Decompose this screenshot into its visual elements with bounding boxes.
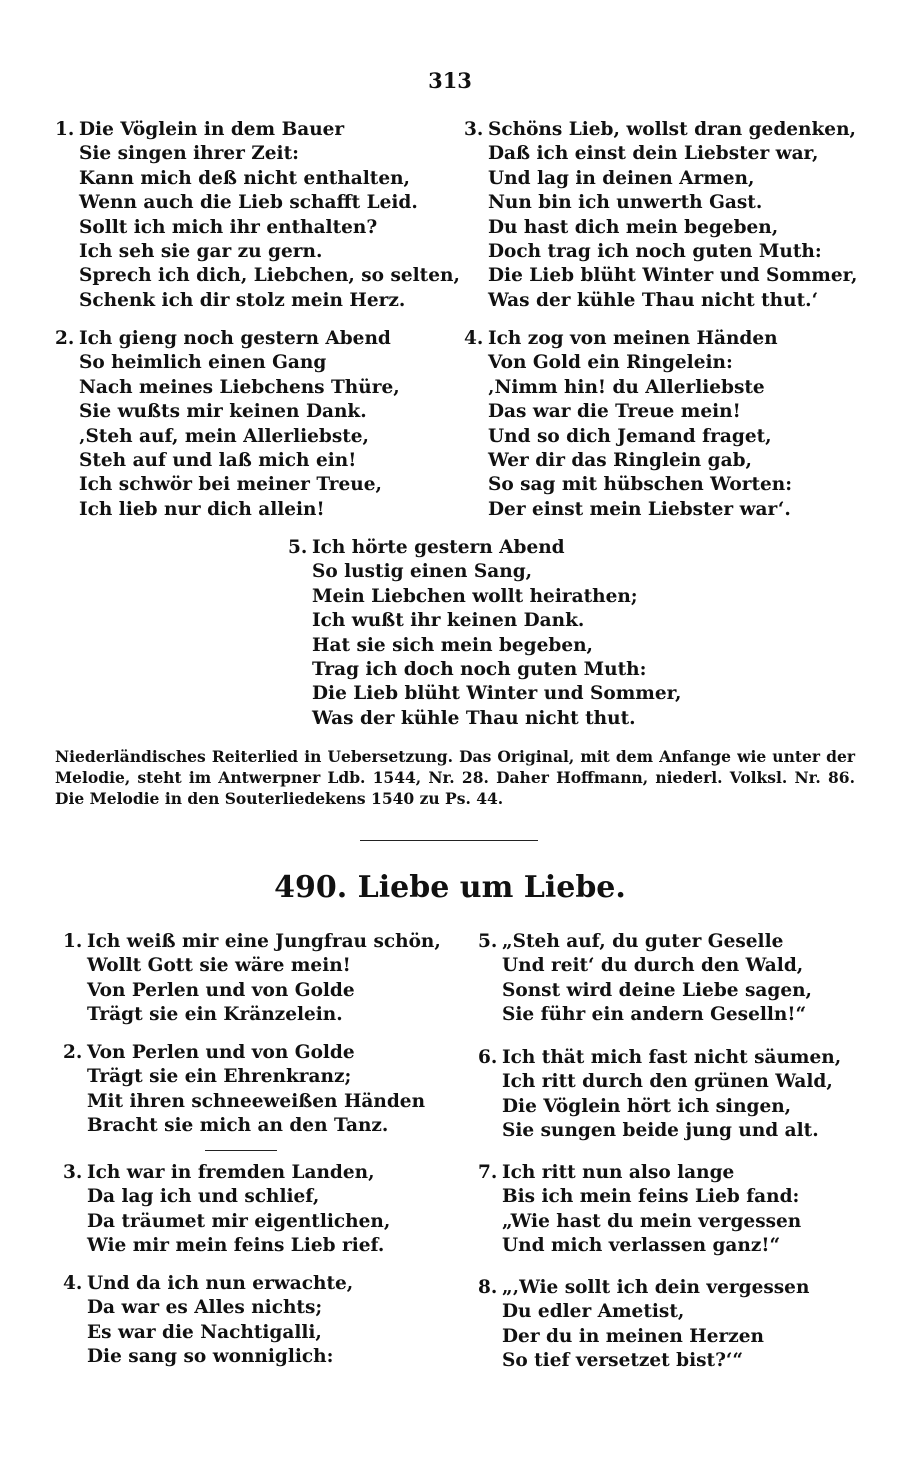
- song-stanza-8: [478, 1276, 809, 1374]
- verse-line: Schenk ich dir stolz mein Herz.: [79, 289, 406, 311]
- song-stanza-6: [478, 1046, 841, 1144]
- song-title: 490. Liebe um Liebe.: [274, 870, 626, 905]
- verse-line: Du hast dich mein begeben,: [488, 216, 779, 238]
- song-stanza-1: [63, 930, 441, 1028]
- verse-line: Da lag ich und schlief,: [87, 1186, 320, 1208]
- verse-line: Und mich verlassen ganz!“: [502, 1235, 781, 1257]
- verse-line: So tief versetzet bist?‘“: [502, 1350, 743, 1372]
- verse-line: Du edler Ametist,: [502, 1301, 685, 1323]
- source-note-text: Niederländisches Reiterlied in Uebersetzung. Das Original, mit dem Anfange wie unter der Melodie, steht im Antwerpner Ldb. 1544, Nr. 28. Daher Hoffmann, niederl. Volksl. Nr. 86. Die Melodie in den Souterliedekens 1540 zu Ps. 44.: [55, 747, 855, 808]
- song-stanza-4: [63, 1272, 353, 1370]
- verse-line: Steh auf und laß mich ein!: [79, 450, 357, 472]
- verse-line: Ich ritt nun also lange: [502, 1162, 735, 1183]
- song-stanza-7: [478, 1161, 801, 1259]
- verse-line: So heimlich einen Gang: [79, 352, 327, 374]
- stanza-divider: [205, 1150, 277, 1151]
- verse-line: Von Gold ein Ringelein:: [488, 352, 733, 374]
- stanza-number: 5.: [478, 931, 498, 952]
- song-stanza-5: [478, 930, 812, 1028]
- verse-line: Ich wußt ihr keinen Dank.: [312, 610, 585, 632]
- verse-line: Trag ich doch noch guten Muth:: [312, 659, 647, 681]
- prev-stanza-1: [55, 118, 460, 313]
- prev-stanza-5: [288, 536, 682, 731]
- verse-line: ‚Nimm hin! du Allerliebste: [488, 376, 765, 398]
- stanza-number: 7.: [478, 1162, 498, 1183]
- stanza-number: 6.: [478, 1047, 498, 1068]
- verse-line: ‚Steh auf, mein Allerliebste,: [79, 425, 370, 447]
- verse-line: Ich gieng noch gestern Abend: [79, 328, 391, 349]
- verse-line: Es war die Nachtigalli,: [87, 1321, 322, 1343]
- verse-line: Trägt sie ein Kränzelein.: [87, 1004, 343, 1026]
- verse-line: Und lag in deinen Armen,: [488, 167, 755, 189]
- verse-line: So sag mit hübschen Worten:: [488, 474, 793, 496]
- song-stanza-3: [63, 1161, 390, 1259]
- verse-line: Ich thät mich fast nicht säumen,: [502, 1047, 842, 1068]
- stanza-number: 4.: [464, 328, 484, 349]
- verse-line: Was der kühle Thau nicht thut.‘: [488, 289, 819, 311]
- stanza-number: 1.: [55, 119, 75, 140]
- verse-line: Die Lieb blüht Winter und Sommer,: [312, 683, 682, 705]
- stanza-number: 4.: [63, 1273, 83, 1294]
- verse-line: Die Vöglein hört ich singen,: [502, 1095, 792, 1117]
- stanza-number: 3.: [464, 119, 484, 140]
- verse-line: Kann mich deß nicht enthalten,: [79, 167, 410, 189]
- verse-line: Von Perlen und von Golde: [87, 979, 355, 1001]
- verse-line: Die Vöglein in dem Bauer: [79, 119, 345, 140]
- verse-line: Da war es Alles nichts;: [87, 1297, 323, 1319]
- verse-line: Sprech ich dich, Liebchen, so selten,: [79, 265, 460, 287]
- verse-line: Hat sie sich mein begeben,: [312, 634, 593, 656]
- verse-line: Von Perlen und von Golde: [87, 1042, 355, 1063]
- verse-line: Ich weiß mir eine Jungfrau schön,: [87, 931, 441, 952]
- verse-line: Wenn auch die Lieb schafft Leid.: [79, 192, 418, 214]
- verse-line: Wer dir das Ringlein gab,: [488, 450, 752, 472]
- verse-line: Sie führ ein andern Geselln!“: [502, 1004, 807, 1026]
- verse-line: Ich zog von meinen Händen: [488, 328, 778, 349]
- verse-line: Der einst mein Liebster war‘.: [488, 498, 791, 520]
- verse-line: Bis ich mein feins Lieb fand:: [502, 1186, 800, 1208]
- stanza-number: 2.: [63, 1042, 83, 1063]
- verse-line: Trägt sie ein Ehrenkranz;: [87, 1066, 352, 1088]
- stanza-number: 1.: [63, 931, 83, 952]
- verse-line: Und so dich Jemand fraget,: [488, 425, 772, 447]
- verse-line: Und da ich nun erwachte,: [87, 1273, 354, 1294]
- verse-line: Das war die Treue mein!: [488, 401, 741, 423]
- verse-line: Daß ich einst dein Liebster war,: [488, 143, 819, 165]
- verse-line: Die sang so wonniglich:: [87, 1346, 334, 1368]
- verse-line: Sonst wird deine Liebe sagen,: [502, 979, 812, 1001]
- stanza-number: 5.: [288, 537, 308, 558]
- verse-line: Ich schwör bei meiner Treue,: [79, 474, 382, 496]
- stanza-number: 8.: [478, 1277, 498, 1298]
- verse-line: Ich war in fremden Landen,: [87, 1162, 375, 1183]
- verse-line: Sie singen ihrer Zeit:: [79, 143, 299, 165]
- verse-line: Nun bin ich unwerth Gast.: [488, 192, 763, 214]
- verse-line: Der du in meinen Herzen: [502, 1325, 764, 1347]
- verse-line: Bracht sie mich an den Tanz.: [87, 1115, 389, 1137]
- verse-line: Die Lieb blüht Winter und Sommer,: [488, 265, 858, 287]
- verse-line: Mit ihren schneeweißen Händen: [87, 1090, 426, 1112]
- verse-line: Sollt ich mich ihr enthalten?: [79, 216, 378, 238]
- verse-line: Schöns Lieb, wollst dran gedenken,: [488, 119, 856, 140]
- song-stanza-2: [63, 1041, 425, 1139]
- stanza-number: 3.: [63, 1162, 83, 1183]
- verse-line: Und reit‘ du durch den Wald,: [502, 955, 804, 977]
- verse-line: Was der kühle Thau nicht thut.: [312, 707, 636, 729]
- verse-line: Ich lieb nur dich allein!: [79, 498, 325, 520]
- prev-stanza-3: [464, 118, 858, 313]
- verse-line: Ich ritt durch den grünen Wald,: [502, 1071, 833, 1093]
- verse-line: Mein Liebchen wollt heirathen;: [312, 585, 638, 607]
- verse-line: „‚Wie sollt ich dein vergessen: [502, 1277, 810, 1298]
- prev-stanza-4: [464, 327, 792, 522]
- prev-stanza-2: [55, 327, 400, 522]
- source-note: [55, 746, 855, 809]
- verse-line: Wollt Gott sie wäre mein!: [87, 955, 351, 977]
- verse-line: „Wie hast du mein vergessen: [502, 1210, 802, 1232]
- verse-line: Ich hörte gestern Abend: [312, 537, 565, 558]
- verse-line: Nach meines Liebchens Thüre,: [79, 376, 400, 398]
- verse-line: „Steh auf, du guter Geselle: [502, 931, 784, 952]
- page-number: 313: [428, 68, 472, 93]
- verse-line: Doch trag ich noch guten Muth:: [488, 241, 822, 263]
- verse-line: So lustig einen Sang,: [312, 561, 533, 583]
- section-divider: [360, 840, 538, 841]
- stanza-number: 2.: [55, 328, 75, 349]
- verse-line: Wie mir mein feins Lieb rief.: [87, 1235, 385, 1257]
- verse-line: Sie wußts mir keinen Dank.: [79, 401, 367, 423]
- verse-line: Sie sungen beide jung und alt.: [502, 1120, 819, 1142]
- verse-line: Ich seh sie gar zu gern.: [79, 241, 323, 263]
- verse-line: Da träumet mir eigentlichen,: [87, 1210, 391, 1232]
